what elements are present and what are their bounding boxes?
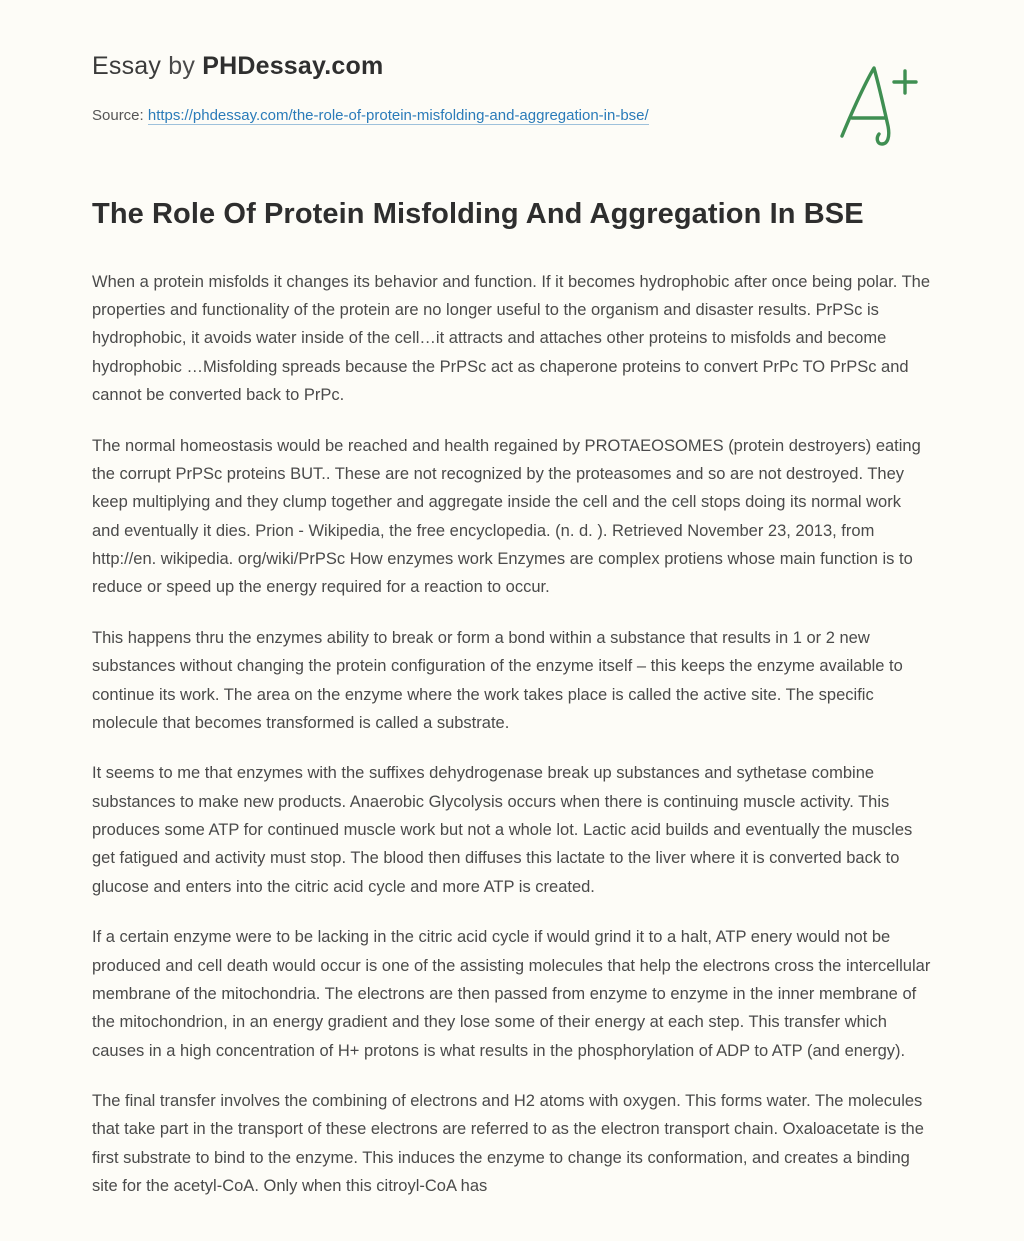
paragraph-6: The final transfer involves the combining of electrons and H2 atoms with oxygen. This forms water. The molecules that take part in the transport of these electrons are referred to as the electron transport chain. Oxaloacetate is the first substrate to bind to the enzyme. This induces the enzyme to change its conformation, and creates a binding site for the acetyl-CoA. Only when this citroyl-CoA has <box>92 1092 924 1196</box>
paragraph-3: This happens thru the enzymes ability to break or form a bond within a substance that results in 1 or 2 new substances without changing the protein configuration of the enzyme itself – this keeps the enzyme available to continue its work. The area on the enzyme where the work takes place is called the active site. The specific molecule that becomes transformed is called a substrate. <box>92 628 903 732</box>
brand-header <box>92 52 932 81</box>
paragraph-1: When a protein misfolds it changes its behavior and function. If it becomes hydrophobic after once being polar. The properties and functionality of the protein are no longer useful to the organism and disaster results. PrPSc is hydrophobic, it avoids water inside of the cell…it attracts and attaches other proteins to misfolds and become hydrophobic …Misfolding spreads because the PrPSc act as chaperone proteins to convert PrPc TO PrPSc and cannot be converted back to PrPc. <box>92 272 931 405</box>
source-url-link[interactable]: https://phdessay.com/the-role-of-protein-misfolding-and-aggregation-in-bse/ <box>147 107 649 124</box>
source-line <box>92 107 932 124</box>
paragraph-5: If a certain enzyme were to be lacking in the citric acid cycle if would grind it to a halt, ATP enery would not be produced and cell death would occur is one of the assisting molecules that help the electrons cross the intercellular membrane of the mitochondria. The electrons are then passed from enzyme to enzyme in the inner membrane of the mitochondrion, in an energy gradient and they lose some of their energy at each step. This transfer which causes in a high concentration of H+ protons is what results in the phosphorylation of ADP to ATP (and energy). <box>92 928 931 1060</box>
paragraph-2: The normal homeostasis would be reached and health regained by PROTAEOSOMES (protein destroyers) eating the corrupt PrPSc proteins BUT.. These are not recognized by the proteasomes and so are not destroyed. They keep multiplying and they clump together and aggregate inside the cell and the cell stops doing its normal work and eventually it dies. Prion - Wikipedia, the free encyclopedia. (n. d. ). Retrieved November 23, 2013, from http://en. wikipedia. org/wiki/PrPSc How enzymes work Enzymes are complex protiens whose main function is to reduce or speed up the energy required for a reaction to occur. <box>92 436 921 597</box>
by-word: by <box>168 52 196 80</box>
article-body <box>92 268 932 1201</box>
source-label: Source: <box>92 107 144 124</box>
a-plus-logo-icon <box>822 52 932 162</box>
paragraph-4: It seems to me that enzymes with the suffixes dehydrogenase break up substances and sythetase combine substances to make new products. Anaerobic Glycolysis occurs when there is continuing muscle activity. This produces some ATP for continued muscle work but not a whole lot. Lactic acid builds and eventually the muscles get fatigued and activity must stop. The blood then diffuses this lactate to the liver where it is converted back to glucose and enters into the citric acid cycle and more ATP is created. <box>92 764 913 896</box>
essay-word: Essay <box>92 52 162 80</box>
page-title: The Role Of Protein Misfolding And Aggregation In BSE <box>92 198 864 230</box>
site-name: PHDessay.com <box>202 52 384 80</box>
